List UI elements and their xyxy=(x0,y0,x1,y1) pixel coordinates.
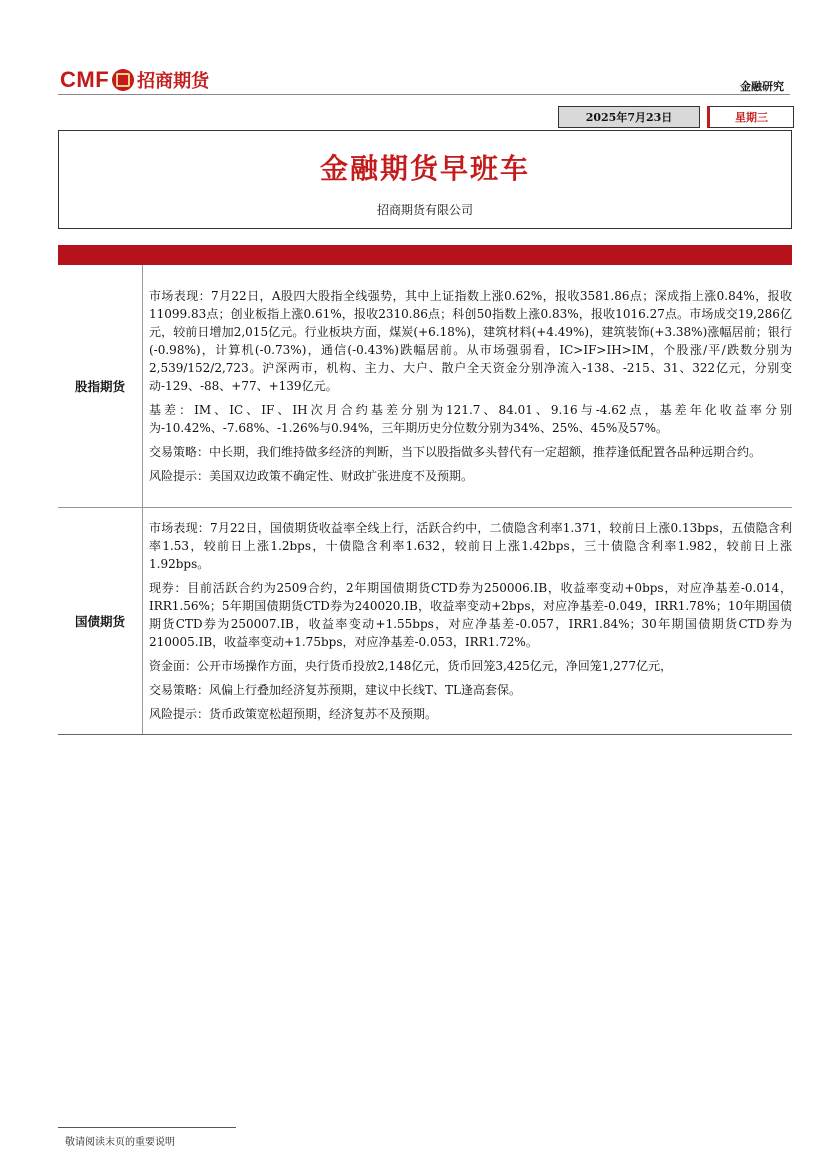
page-title: 金融期货早班车 xyxy=(319,152,530,185)
logo-cmf-text: CMF xyxy=(60,67,110,92)
report-weekday: 星期三 xyxy=(707,106,794,128)
table-row-treasury xyxy=(58,508,792,735)
red-band-divider xyxy=(58,245,792,265)
paragraph: 风险提示：货币政策宽松超预期，经济复苏不及预期。 xyxy=(149,707,438,721)
category-content xyxy=(143,265,793,508)
paragraph: 市场表现：7月22日，国债期货收益率全线上行，活跃合约中，二债隐含利率1.371，较前日上涨0.13bps，五债隐含利率1.53，较前日上涨1.2bps，十债隐含利率1.632，较前日上涨1.42bps，三十债隐含利率1.982，较前日上涨1.92bps。 xyxy=(149,521,792,571)
section-tag: 金融研究 xyxy=(740,80,784,93)
report-date: 2025年7月23日 xyxy=(558,106,700,128)
date-bar xyxy=(558,106,794,128)
logo-cn-text: 招商期货 xyxy=(137,71,210,92)
footer-note: 敬请阅读末页的重要说明 xyxy=(65,1137,175,1148)
paragraph: 现券：目前活跃合约为2509合约，2年期国债期货CTD券为250006.IB，收益率变动+0bps，对应净基差-0.014，IRR1.56%；5年期国债期货CTD券为240020.IB，收益率变动+2bps，对应净基差-0.049，IRR1.78%；10年期国债期货CTD券为250007.IB，收益率变动+1.55bps，对应净基差-0.057，IRR1.84%；30年期国债期货CTD券为210005.IB，收益率变动+1.75bps，对应净基差-0.053，IRR1.72%。 xyxy=(149,581,792,649)
content-table xyxy=(58,265,792,735)
paragraph: 市场表现：7月22日，A股四大股指全线强势，其中上证指数上涨0.62%，报收3581.86点；深成指上涨0.84%，报收11099.83点；创业板指上涨0.61%，报收2310.86点；科创50指数上涨0.83%，报收1016.27点。市场成交19,286亿元，较前日增加2,015亿元。行业板块方面，煤炭(+6.18%)，建筑材料(+4.49%)，建筑装饰(+3.38%)涨幅居前；银行(-0.98%)，计算机(-0.73%)，通信(-0.43%)跌幅居前。从市场强弱看，IC>IF>IH>IM，个股涨/平/跌数分别为2,539/152/2,723。沪深两市，机构、主力、大户、散户全天资金分别净流入-138、-215、31、322亿元，分别变动-129、-88、+77、+139亿元。 xyxy=(149,289,792,393)
paragraph: 基差：IM、IC、IF、IH次月合约基差分别为121.7、84.01、9.16与-4.62点，基差年化收益率分别为-10.42%、-7.68%、-1.26%与0.94%，三年期历史分位数分别为34%、25%、45%及57%。 xyxy=(149,403,792,435)
footer-rule xyxy=(58,1127,236,1128)
company-logo xyxy=(60,66,209,94)
header-rule xyxy=(58,94,790,95)
paragraph: 风险提示：美国双边政策不确定性、财政扩张进度不及预期。 xyxy=(149,469,474,483)
company-name: 招商期货有限公司 xyxy=(376,203,473,217)
table-row-stock-index xyxy=(58,265,792,508)
logo-seal-icon xyxy=(112,69,134,91)
title-box xyxy=(58,130,792,229)
category-content xyxy=(143,508,793,735)
paragraph: 交易策略：风偏上行叠加经济复苏预期，建议中长线T、TL逢高套保。 xyxy=(149,683,521,697)
paragraph: 资金面：公开市场操作方面，央行货币投放2,148亿元，货币回笼3,425亿元，净回笼1,277亿元， xyxy=(149,659,673,673)
category-label: 国债期货 xyxy=(58,508,143,735)
paragraph: 交易策略：中长期，我们维持做多经济的判断，当下以股指做多头替代有一定超额，推荐逢低配置各品种远期合约。 xyxy=(149,445,762,459)
category-label: 股指期货 xyxy=(58,265,143,508)
